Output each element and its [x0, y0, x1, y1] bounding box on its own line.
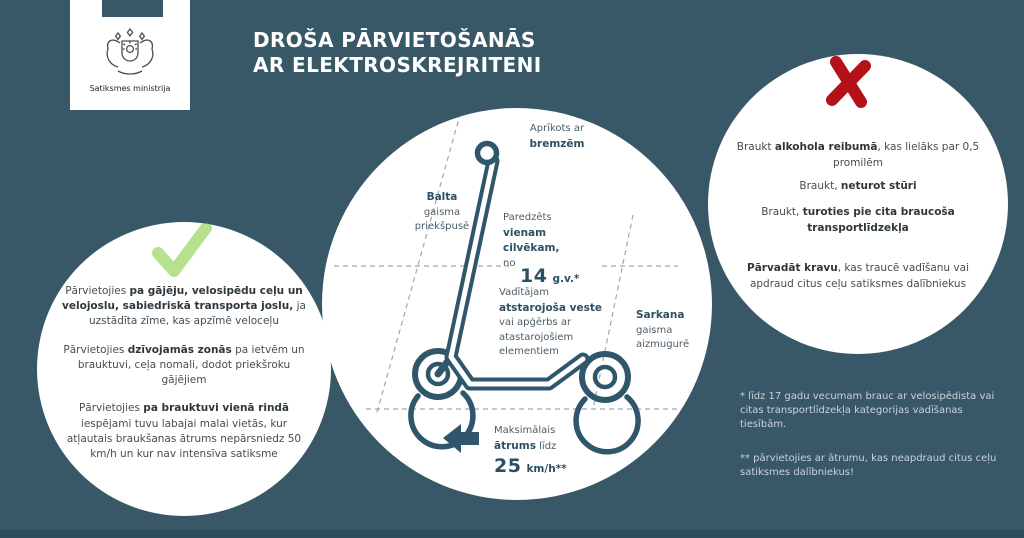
latvia-coat-of-arms-icon	[98, 24, 162, 78]
label-reflective-vest: Vadītājam atstarojoša veste vai apģērbs ar atastarojošiem elementiem	[499, 287, 603, 357]
scooter-circle	[322, 108, 712, 500]
allowed-rule-1: Pārvietojies pa gājēju, velosipēdu ceļu un velojoslu, sabiedriskā transporta joslu, ja uzstādīta zīme, kas apzīmē veloceļu	[62, 285, 306, 328]
tag-notch	[102, 0, 163, 17]
age-limit	[520, 265, 579, 287]
check-icon	[151, 222, 213, 280]
page-title	[253, 28, 542, 78]
ministry-name: Satiksmes ministrija	[89, 84, 171, 93]
speed-value: 25	[494, 455, 522, 477]
footer-strip	[0, 530, 1024, 538]
age-unit: g.v.*	[552, 273, 580, 285]
allowed-circle	[37, 222, 331, 516]
title-line-2: AR ELEKTROSKREJRITENI	[253, 52, 542, 77]
footnote-speed: ** pārvietojies ar ātrumu, kas neapdraud citus ceļu satiksmes dalībniekus!	[740, 453, 997, 479]
prohibited-rule-3: Braukt, turoties pie cita braucoša transportlīdzekļa	[761, 206, 955, 234]
speed-limit	[494, 455, 567, 477]
allowed-rule-2: Pārvietojies dzīvojamās zonās pa ietvēm un brauktuvi, ceļa nomali, dodot priekšroku gājējiem	[63, 343, 305, 387]
age-value: 14	[520, 265, 548, 287]
label-rear-red-light: Sarkana gaisma aizmugurē	[636, 309, 690, 350]
label-max-speed: Maksimālais ātrums līdz	[494, 425, 557, 452]
footnote-age: * līdz 17 gadu vecumam brauc ar velosipēdista vai citas transportlīdzekļa kategorijas vadīšanas tiesībām.	[740, 391, 995, 431]
prohibited-rules	[736, 140, 980, 292]
speed-unit: km/h**	[526, 463, 567, 475]
label-equipped-brakes: Aprīkots ar bremzēm	[529, 123, 585, 150]
prohibited-rule-1: Braukt alkohola reibumā, kas lielāks par 0,5 promilēm	[736, 141, 980, 169]
allowed-rule-3: Pārvietojies pa brauktuvi vienā rindā iespējami tuvu labajai malai vietās, kur atļautais braukšanas ātrums nepārsniedz 50 km/h un kur nav intensīva satiksme	[66, 402, 302, 460]
label-front-white-light: Balta gaisma priekšpusē	[414, 191, 470, 232]
label-single-rider: Paredzēts vienam cilvēkam, no	[503, 212, 560, 269]
allowed-rules	[61, 284, 307, 462]
title-line-1: DROŠA PĀRVIETOŠANĀS	[253, 28, 536, 52]
prohibited-rule-4: Pārvadāt kravu, kas traucē vadīšanu vai apdraud citus ceļu satiksmes dalībniekus	[747, 261, 969, 290]
ministry-tag	[70, 0, 190, 110]
prohibited-rule-2: Braukt, neturot stūri	[799, 179, 917, 192]
cross-icon	[825, 56, 871, 108]
prohibited-circle	[708, 54, 1008, 354]
